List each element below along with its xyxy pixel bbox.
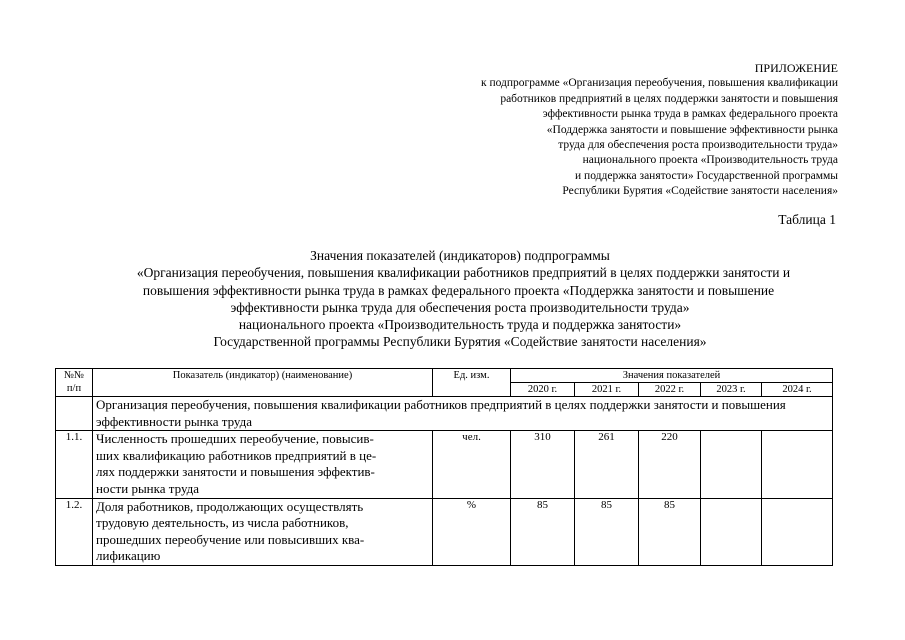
value-cell: 220 [639, 431, 701, 498]
title-line: Значения показателей (индикаторов) подпрограммы [310, 248, 610, 263]
header-num-line1: №№ [63, 370, 85, 381]
value-cell: 261 [575, 431, 639, 498]
appendix-line: Республики Бурятия «Содействие занятости населения» [562, 185, 838, 198]
table-row [56, 498, 833, 565]
title-line: «Организация переобучения, повышения квалификации работников предприятий в целях поддержки занятости и [136, 265, 791, 281]
header-num-line2: п/п [66, 383, 82, 394]
value-cell [762, 431, 833, 498]
indicator-line: трудовую деятельность, из числа работников, [96, 515, 349, 531]
value-cell [762, 498, 833, 565]
appendix-line: национального проекта «Производительность труда [582, 154, 838, 167]
value-cell: 85 [575, 498, 639, 565]
indicator-line: прошедших переобучение или повысивших ква- [96, 531, 365, 547]
value-cell: 85 [639, 498, 701, 565]
indicator-line: Численность прошедших переобучение, повысив- [96, 431, 374, 447]
value-cell [701, 498, 762, 565]
table-label: Таблица 1 [778, 212, 836, 227]
indicator-line: Доля работников, продолжающих осуществлять [96, 498, 364, 514]
indicator-line: лях поддержки занятости и повышения эффектив- [96, 464, 375, 480]
row-number: 1.2. [56, 498, 93, 565]
value-cell: 85 [511, 498, 575, 565]
indicator-name [93, 431, 433, 498]
document-title [60, 247, 860, 351]
table-section-row [56, 397, 833, 431]
header-year: 2023 г. [701, 383, 762, 397]
header-year: 2022 г. [639, 383, 701, 397]
indicator-name [93, 498, 433, 565]
title-line: национального проекта «Производительность труда и поддержка занятости» [238, 317, 682, 333]
header-values-group: Значения показателей [511, 369, 833, 383]
unit-cell: % [433, 498, 511, 565]
section-title: Организация переобучения, повышения квалификации работников предприятий в целях поддержки занятости и повышения эффективности рынка труда [93, 397, 833, 431]
row-number: 1.1. [56, 431, 93, 498]
title-line: эффективности рынка труда для обеспечения роста производительности труда» [230, 299, 690, 315]
header-indicator: Показатель (индикатор) (наименование) [93, 369, 433, 397]
appendix-line: и поддержка занятости» Государственной программы [575, 169, 838, 182]
header-year: 2020 г. [511, 383, 575, 397]
value-cell: 310 [511, 431, 575, 498]
table-header-row [56, 369, 833, 383]
header-num [56, 369, 93, 397]
appendix-line: эффективности рынка труда в рамках федерального проекта [542, 108, 838, 121]
indicator-line: ности рынка труда [96, 480, 200, 496]
table-row [56, 431, 833, 498]
appendix-line: труда для обеспечения роста производительности труда» [558, 139, 838, 152]
appendix-line: к подпрограмме «Организация переобучения, повышения квалификации [480, 77, 838, 90]
indicator-line: лификацию [96, 548, 161, 564]
header-unit: Ед. изм. [433, 369, 511, 397]
header-year: 2021 г. [575, 383, 639, 397]
value-cell [701, 431, 762, 498]
unit-cell: чел. [433, 431, 511, 498]
header-year: 2024 г. [762, 383, 833, 397]
title-line: повышения эффективности рынка труда в рамках федерального проекта «Поддержка занятости и повышение [142, 282, 775, 298]
appendix-title: ПРИЛОЖЕНИЕ [754, 61, 838, 75]
appendix-line: работников предприятий в целях поддержки занятости и повышения [500, 92, 838, 105]
appendix-header [378, 61, 838, 200]
indicators-table [55, 368, 833, 566]
title-line: Государственной программы Республики Бурятия «Содействие занятости населения» [213, 334, 707, 350]
appendix-line: «Поддержка занятости и повышение эффективности рынка [546, 123, 838, 136]
section-num-cell [56, 397, 93, 431]
indicator-line: ших квалификацию работников предприятий в це- [96, 447, 377, 463]
